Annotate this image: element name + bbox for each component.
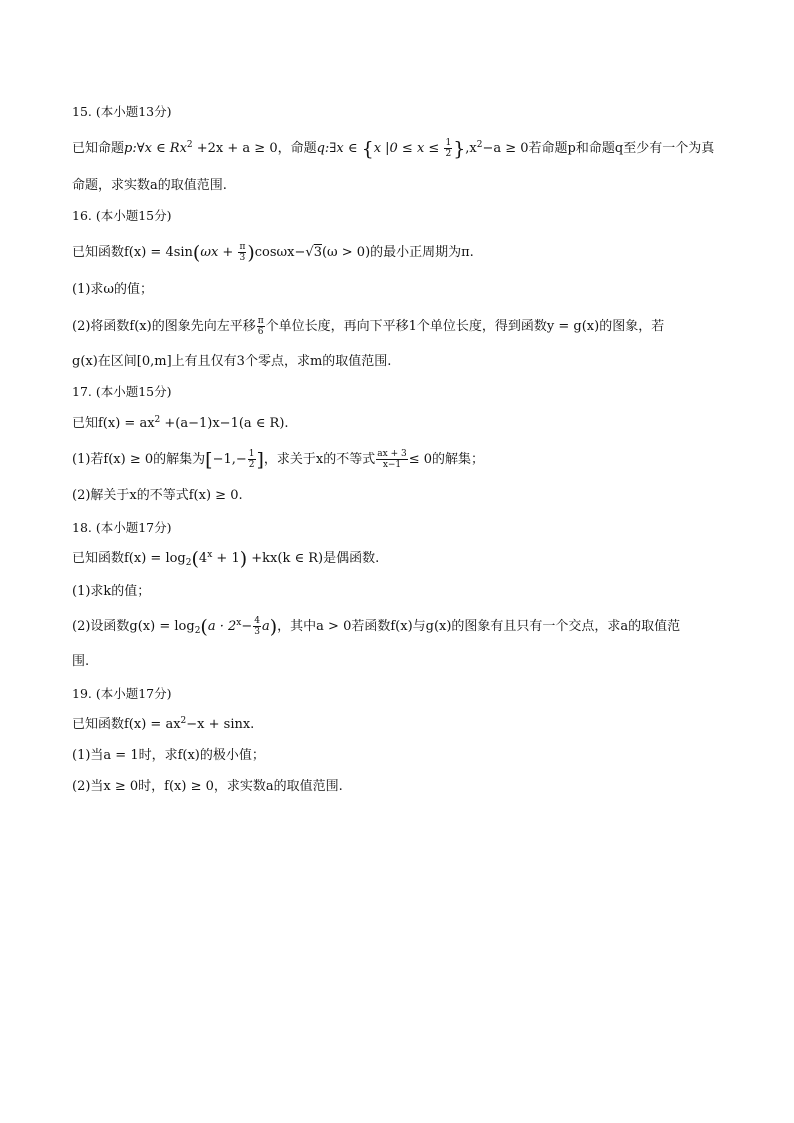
q15-statement: 已知命题p:∀x ∈ $Rx^2 +2x + a \ge 0$，命题q:∃x ∈ {x |0 ≤ x ≤ $\frac{1}{2}$ }$,x^2-a \ge 0$若命题p和命题q至少有一个为真 bbox=[72, 138, 715, 160]
q17-part2: (2)解关于x的不等式f(x) ≥ 0. bbox=[72, 488, 243, 503]
q18-statement: 已知函数$f(x) = \log_2(4^x + 1) +kx(k$ ∈ R)是偶函数. bbox=[72, 548, 380, 570]
q19-header: 19. (本小题17分) bbox=[72, 686, 172, 701]
q18-part1: (1)求k的值； bbox=[72, 584, 151, 599]
q19-part2: (2)当x ≥ 0时，f(x) ≥ 0，求实数a的取值范围. bbox=[72, 779, 343, 794]
q17-part1: (1)若f(x) ≥ 0的解集为[−1,− $\frac{1}{2}$ ]，求关于x的不等式 $\frac{ax + 3}{x-1}$ ≤ 0的解集； bbox=[72, 449, 484, 471]
q18-part2: (2)设函数$g(x) = \log_2(a \cdot 2^x-$ $\frac{4}{3}$ a)，其中a > 0若函数f(x)与g(x)的图象有且只有一个交点，求a的取值范 bbox=[72, 616, 681, 638]
q16-header: 16. (本小题15分) bbox=[72, 208, 172, 223]
q15-header: 15. (本小题13分) bbox=[72, 104, 172, 119]
q15-statement-cont: 命题，求实数a的取值范围. bbox=[72, 178, 227, 193]
q19-statement: 已知函数$f(x) = ax^2-x + \sin x$. bbox=[72, 716, 255, 732]
q16-part2: (2)将函数f(x)的图象先向左平移 $\frac{\pi}{6}$ 个单位长度，再向下平移1个单位长度，得到函数y = g(x)的图象，若 bbox=[72, 316, 665, 337]
q18-header: 18. (本小题17分) bbox=[72, 520, 172, 535]
q17-header: 17. (本小题15分) bbox=[72, 384, 172, 399]
q19-part1: (1)当a = 1时，求f(x)的极小值； bbox=[72, 748, 265, 763]
q16-part1: (1)求ω的值； bbox=[72, 282, 154, 297]
q17-statement: 已知$f(x) = ax^2 +(a-1)x-1(a$ ∈ R). bbox=[72, 415, 289, 431]
q16-part2-cont: g(x)在区间[0,m]上有且仅有3个零点，求m的取值范围. bbox=[72, 354, 392, 369]
q18-part2-cont: 围. bbox=[72, 654, 90, 669]
q16-statement: 已知函数f(x) = 4sin(ωx + $\frac{\pi}{3}$ )cosωx−√3(ω > 0)的最小正周期为π. bbox=[72, 242, 474, 264]
